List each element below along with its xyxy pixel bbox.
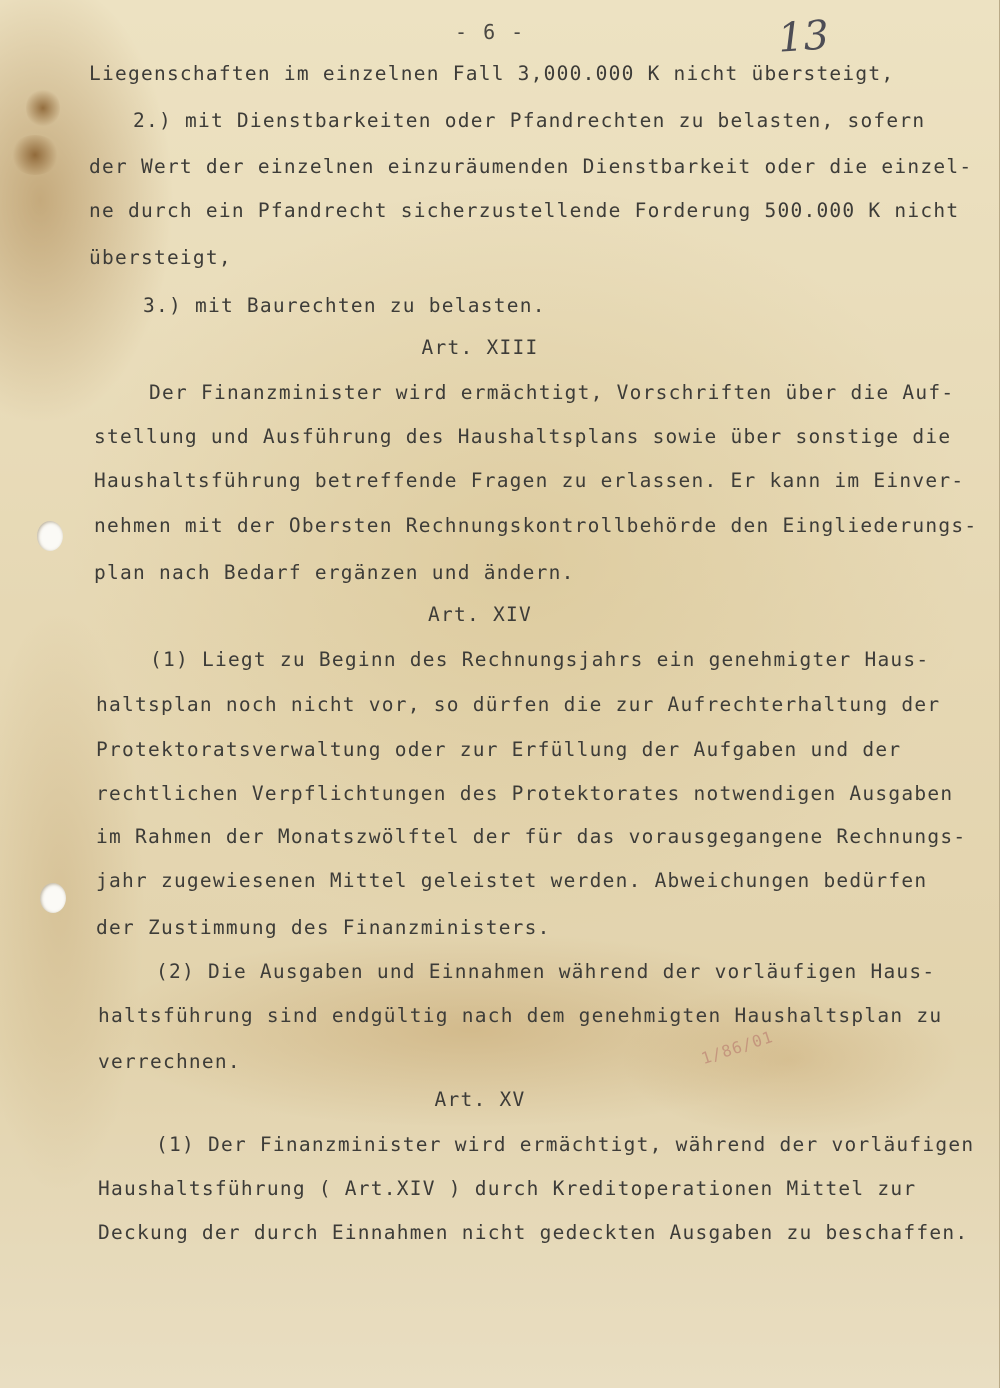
faded-stamp: 1/86/01 [698,1026,776,1069]
text-line: Haushaltsführung ( Art.XIV ) durch Kreditoperationen Mittel zur [98,1177,917,1200]
text-line: rechtlichen Verpflichtungen des Protektorates notwendigen Ausgaben [96,782,954,805]
text-line: Liegenschaften im einzelnen Fall 3,000.000 K nicht übersteigt, [89,62,895,85]
text-line: Deckung der durch Einnahmen nicht gedeckten Ausgaben zu beschaffen. [98,1221,969,1244]
text-line: 3.) mit Baurechten zu belasten. [143,294,546,317]
text-line: Der Finanzminister wird ermächtigt, Vorschriften über die Auf- [149,381,955,404]
text-line: haltsführung sind endgültig nach dem genehmigten Haushaltsplan zu [98,1004,943,1027]
article-heading: Art. XV [434,1088,526,1111]
article-heading: Art. XIV [428,603,532,626]
text-line: 2.) mit Dienstbarkeiten oder Pfandrechten zu belasten, sofern [133,109,926,132]
rust-stain [10,135,60,175]
text-line: haltsplan noch nicht vor, so dürfen die zur Aufrechterhaltung der [96,693,941,716]
text-line: im Rahmen der Monatszwölftel der für das vorausgegangene Rechnungs- [96,825,967,848]
text-line: nehmen mit der Obersten Rechnungskontrollbehörde den Eingliederungs- [94,514,978,537]
article-heading: Art. XIII [421,336,539,359]
punch-hole-lower [40,883,66,913]
text-line: der Wert der einzelnen einzuräumenden Dienstbarkeit oder die einzel- [89,155,973,178]
text-line: stellung und Ausführung des Haushaltsplans sowie über sonstige die [94,425,952,448]
text-line: (1) Der Finanzminister wird ermächtigt, während der vorläufigen [156,1133,975,1156]
text-line: übersteigt, [89,246,232,269]
punch-hole-upper [37,521,63,551]
rust-stain [26,88,60,128]
text-line: (1) Liegt zu Beginn des Rechnungsjahrs ein genehmigter Haus- [150,648,930,671]
text-line: Protektoratsverwaltung oder zur Erfüllung der Aufgaben und der [96,738,902,761]
text-line: Haushaltsführung betreffende Fragen zu erlassen. Er kann im Einver- [94,469,965,492]
text-line: verrechnen. [98,1050,241,1073]
handwritten-folio-number: 13 [776,12,831,62]
text-line: jahr zugewiesenen Mittel geleistet werden. Abweichungen bedürfen [96,869,928,892]
page-number: - 6 - [455,20,526,44]
text-line: (2) Die Ausgaben und Einnahmen während der vorläufigen Haus- [156,960,936,983]
text-line: der Zustimmung des Finanzministers. [96,916,551,939]
text-line: plan nach Bedarf ergänzen und ändern. [94,561,575,584]
text-line: ne durch ein Pfandrecht sicherzustellende Forderung 500.000 K nicht [89,199,960,222]
